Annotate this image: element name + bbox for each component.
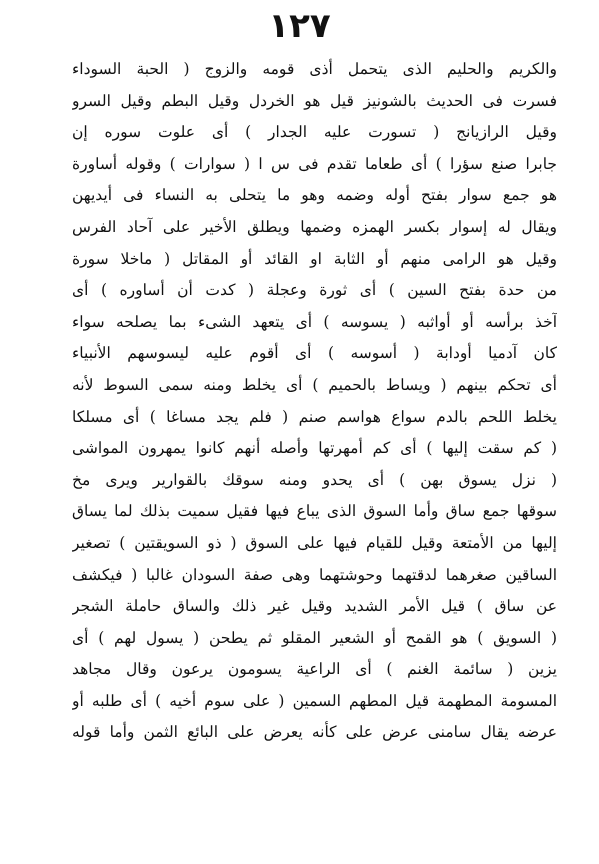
text-line: ويقال له إسوار بكسر الهمزه وضمها ويطلق الأخير على آحاد الفرس [72,217,557,236]
text-line: إليها من الأمتعة وقيل للقيام فيها على السوق ( ذو السويقتين ) تصغير [72,533,557,552]
text-line: آخذ برأسه أو أواثبه ( يسوسه ) أى يتعهد الشىء بما يصلحه سواء [72,312,557,331]
text-line: وقيل هو الرامى منهم أو الثابة او القائد أو المقاتل ( ماخلا سورة [72,249,557,268]
text-line: وقيل الرازيانج ( تسورت عليه الجدار ) أى علوت سوره إن [72,123,557,142]
text-line: عرضه يقال سامنى عرض على كأنه يعرض على البائع الثمن وأما قوله [72,723,557,742]
text-line: أى تحكم بينهم ( ويساط بالحميم ) أى يخلط ومنه سمى السوط لأنه [72,375,557,394]
text-line: المسومة المطهمة قيل المطهم السمين ( على سوم أخيه ) أى طلبه أو [72,691,557,710]
text-line: والكريم والحليم الذى يتحمل أذى قومه والزوج ( الحبة السوداء [72,60,557,78]
page-number: ١٢٧ [268,6,331,46]
text-line: يزين ( سائمة الغنم ) أى الراعية يسومون يرعون وقال مجاهد [72,660,557,679]
text-line: يخلط اللحم بالدم سواع هواسم صنم ( فلم يجد مساغا ) أى مسلكا [72,407,557,426]
text-line: ( كم سقت إليها ) أى كم أمهرتها وأصله أنهم كانوا يمهرون المواشى [72,439,557,458]
text-line: هو جمع سوار بفتح أوله وضمه وهو ما يتحلى به النساء فى أيديهن [72,186,557,205]
text-line: عن ساق ) قيل الأمر الشديد وقيل غير ذلك والساق حاملة الشجر [72,597,557,616]
text-line: سوقها جمع ساق وأما السوق الذى يباع فيها فقيل سميت بذلك لما يساق [72,502,557,521]
text-line: ( نزل يسوق بهن ) أى يحدو ومنه سوقك بالقوارير ويرى مخ [72,470,557,489]
text-line: ( السويق ) هو القمح أو الشعير المقلو ثم يطحن ( يسول لهم ) أى [72,628,557,647]
text-line: فسرت فى الحديث بالشونيز قيل هو الخردل وقيل البطم وقيل السرو [72,91,557,110]
text-line: جابرا صنع سؤرا ) أى طعاما تقدم فى س ا ( سوارات ) وقوله أساورة [72,154,557,173]
body-text [72,54,557,749]
text-line: الساقين صغرهما لدقتهما وحوشتهما وهى صفة السودان غالبا ( فيكشف [72,565,557,584]
text-line: كان آدميا أودابة ( أسوسه ) أى أقوم عليه ليسوسهم الأنبياء [72,344,557,363]
text-line: من حدة بفتح السين ) أى ثورة وعجلة ( كدت أن أساوره ) أى [72,281,557,300]
